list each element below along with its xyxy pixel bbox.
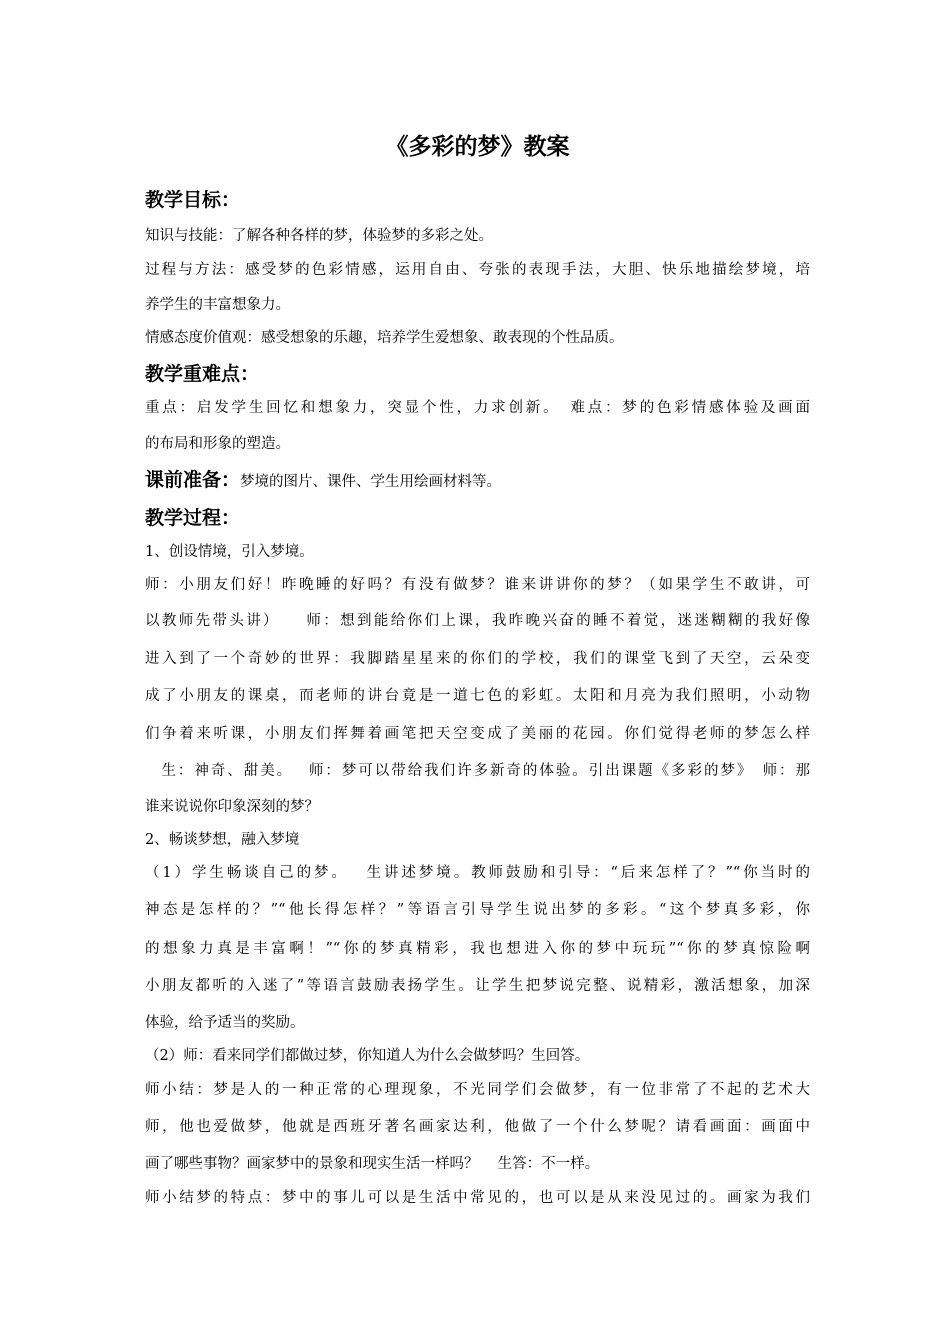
process-step-title: 1、创设情境，引入梦境。	[145, 544, 314, 560]
process-line: 师：小朋友们好！昨晚睡的好吗？有没有做梦？谁来讲讲你的梦？（如果学生不敢讲，可	[145, 577, 810, 593]
preparation-text: 梦境的图片、课件、学生用绘画材料等。	[240, 474, 502, 490]
process-line: 进入到了一个奇妙的世界：我脚踏星星来的你们的学校，我们的课堂飞到了天空，云朵变	[145, 651, 810, 667]
preparation-heading	[145, 466, 501, 496]
process-step-title: 2、畅谈梦想，融入梦境	[145, 832, 300, 848]
process-line: 体验，给予适当的奖励。	[145, 1015, 305, 1031]
process-line: 谁来说说你印象深刻的梦？	[145, 799, 319, 815]
objectives-line: 过程与方法：感受梦的色彩情感，运用自由、夸张的表现手法，大胆、快乐地描绘梦境，培	[145, 262, 810, 278]
objectives-line: 养学生的丰富想象力。	[145, 297, 290, 313]
process-line: 们争着来听课，小朋友们挥舞着画笔把天空变成了美丽的花园。你们觉得老师的梦怎么样	[145, 726, 810, 742]
document-title: 《多彩的梦》教案	[385, 134, 570, 160]
process-line: 师，他也爱做梦，他就是西班牙著名画家达利，他做了一个什么梦呢？请看画面：画面中	[145, 1119, 810, 1135]
process-heading: 教学过程：	[145, 507, 241, 529]
key-points-line: 的布局和形象的塑造。	[145, 436, 290, 452]
process-line: 成了小朋友的课桌，而老师的讲台竟是一道七色的彩虹。太阳和月亮为我们照明，小动物	[145, 688, 810, 704]
process-line: 小朋友都听的入迷了”等语言鼓励表扬学生。让学生把梦说完整、说精彩，激活想象，加深	[145, 978, 810, 994]
preparation-label: 课前准备：	[145, 469, 241, 491]
process-line: （2）师：看来同学们都做过梦，你知道人为什么会做梦吗？生回答。	[145, 1048, 590, 1064]
key-points-heading: 教学重难点：	[145, 363, 260, 385]
process-line: 师小结梦的特点：梦中的事儿可以是生活中常见的，也可以是从来没见过的。画家为我们	[145, 1190, 810, 1206]
key-points-line: 重点：启发学生回忆和想象力，突显个性，力求创新。 难点：梦的色彩情感体验及画面	[145, 400, 810, 416]
process-line: 画了哪些事物？画家梦中的景象和现实生活一样吗？ 生答：不一样。	[145, 1156, 600, 1172]
process-line: 师小结：梦是人的一种正常的心理现象，不光同学们会做梦，有一位非常了不起的艺术大	[145, 1082, 810, 1098]
process-line: 以教师先带头讲） 师：想到能给你们上课，我昨晚兴奋的睡不着觉，迷迷糊糊的我好像	[145, 613, 810, 629]
process-line: 神态是怎样的？”“他长得怎样？”等语言引导学生说出梦的多彩。“这个梦真多彩，你	[145, 902, 810, 918]
objectives-heading: 教学目标：	[145, 189, 241, 211]
process-line: 生：神奇、甜美。 师：梦可以带给我们许多新奇的体验。引出课题《多彩的梦》 师：那	[145, 763, 810, 779]
objectives-line: 知识与技能：了解各种各样的梦，体验梦的多彩之处。	[145, 228, 493, 244]
objectives-line: 情感态度价值观：感受想象的乐趣，培养学生爱想象、敢表现的个性品质。	[145, 330, 624, 346]
process-line: （1）学生畅谈自己的梦。 生讲述梦境。教师鼓励和引导：“后来怎样了？”“你当时的	[145, 865, 810, 881]
process-line: 的想象力真是丰富啊！”“你的梦真精彩，我也想进入你的梦中玩玩”“你的梦真惊险啊	[145, 941, 810, 957]
